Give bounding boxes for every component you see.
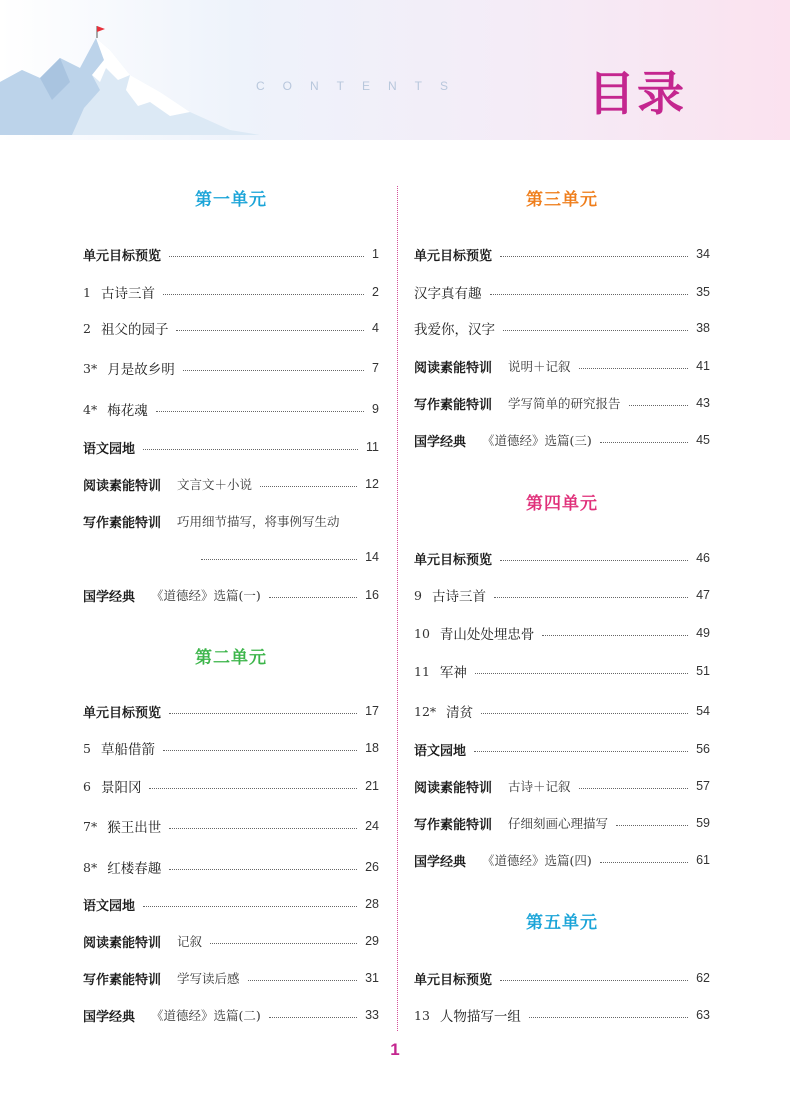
toc-entry[interactable]: 单元目标预览 62 <box>414 971 710 988</box>
toc-entry[interactable]: 3* 月是故乡明 7 <box>83 360 379 378</box>
toc-entry[interactable]: 阅读素能特训 古诗＋记叙 57 <box>414 779 710 796</box>
toc-entry[interactable]: 1 古诗三首 2 <box>83 284 379 302</box>
toc-entry[interactable]: 单元目标预览 46 <box>414 551 710 568</box>
unit-title-2: 第二单元 <box>195 648 267 668</box>
toc-entry[interactable]: 国学经典 《道德经》选篇(三) 45 <box>414 433 710 450</box>
toc-entry[interactable]: 国学经典 《道德经》选篇(一) 16 <box>83 588 379 605</box>
toc-entry[interactable]: 阅读素能特训 文言文＋小说 12 <box>83 477 379 494</box>
toc-entry[interactable]: 单元目标预览 34 <box>414 247 710 264</box>
unit-title-1: 第一单元 <box>195 190 267 210</box>
toc-entry[interactable]: 阅读素能特训 说明＋记叙 41 <box>414 359 710 376</box>
toc-entry[interactable]: 单元目标预览 17 <box>83 704 379 721</box>
toc-entry[interactable]: 写作素能特训 巧用细节描写，将事例写生动 <box>83 514 340 531</box>
toc-entry[interactable]: 汉字真有趣 35 <box>414 285 710 302</box>
contents-label: CONTENTS <box>256 79 466 93</box>
toc-entry[interactable]: 国学经典 《道德经》选篇(四) 61 <box>414 853 710 870</box>
toc-entry[interactable]: 9 古诗三首 47 <box>414 587 710 605</box>
toc-entry[interactable]: 单元目标预览 1 <box>83 247 379 264</box>
unit-title-4: 第四单元 <box>526 494 598 514</box>
page-number: 1 <box>390 1040 400 1059</box>
toc-entry[interactable]: 写作素能特训 仔细刻画心理描写 59 <box>414 816 710 833</box>
toc-entry[interactable]: 7* 猴王出世 24 <box>83 818 379 836</box>
toc-entry[interactable]: 4* 梅花魂 9 <box>83 401 379 419</box>
toc-entry[interactable]: 2 祖父的园子 4 <box>83 320 379 338</box>
toc-entry[interactable]: 阅读素能特训 记叙 29 <box>83 934 379 951</box>
header-banner <box>0 0 790 140</box>
toc-entry[interactable]: 语文园地 56 <box>414 742 710 759</box>
toc-entry[interactable]: 语文园地 11 <box>83 440 379 457</box>
toc-entry-continuation[interactable]: 14 <box>83 546 379 568</box>
toc-entry[interactable]: 12* 清贫 54 <box>414 703 710 721</box>
toc-entry[interactable]: 写作素能特训 学写简单的研究报告 43 <box>414 396 710 413</box>
toc-entry[interactable]: 语文园地 28 <box>83 897 379 914</box>
toc-entry[interactable]: 国学经典 《道德经》选篇(二) 33 <box>83 1008 379 1025</box>
flag-icon <box>97 26 105 32</box>
toc-entry[interactable]: 8* 红楼春趣 26 <box>83 859 379 877</box>
toc-entry[interactable]: 写作素能特训 学写读后感 31 <box>83 971 379 988</box>
unit-title-5: 第五单元 <box>526 913 598 933</box>
toc-entry[interactable]: 6 景阳冈 21 <box>83 778 379 796</box>
toc-entry[interactable]: 13 人物描写一组 63 <box>414 1007 710 1025</box>
column-divider <box>397 186 398 1031</box>
page-title: 目录 <box>588 67 686 122</box>
toc-entry[interactable]: 我爱你，汉字 38 <box>414 321 710 338</box>
unit-title-3: 第三单元 <box>526 190 598 210</box>
toc-entry[interactable]: 11 军神 51 <box>414 663 710 681</box>
mountain-illustration <box>0 20 260 135</box>
toc-entry[interactable]: 10 青山处处埋忠骨 49 <box>414 625 710 643</box>
toc-entry[interactable]: 5 草船借箭 18 <box>83 740 379 758</box>
